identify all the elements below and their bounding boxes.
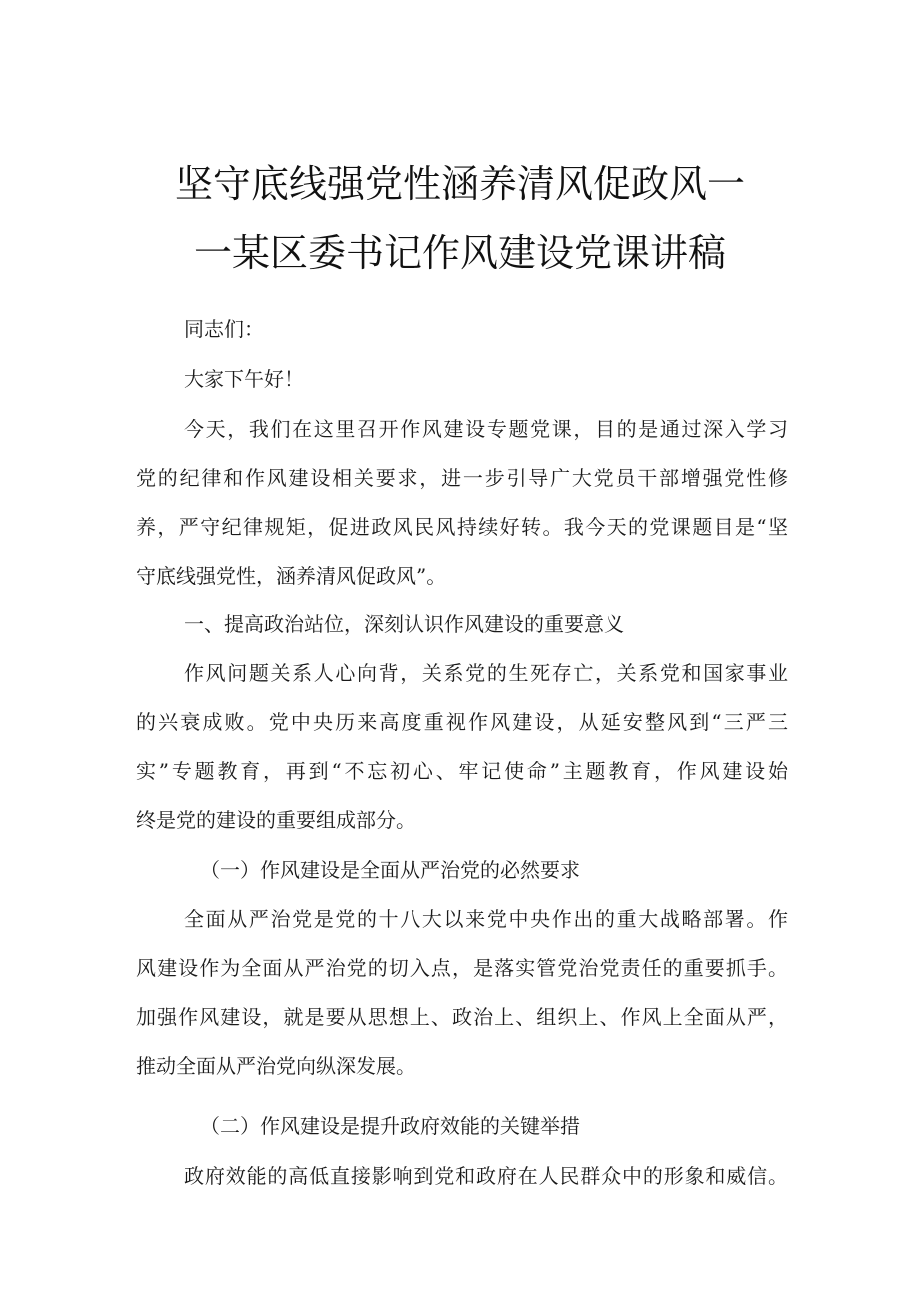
subsection-1-line-3: 加强作风建设，就是要从思想上、政治上、组织上、作风上全面从严， — [136, 1005, 788, 1029]
intro-line-2: 党的纪律和作风建设相关要求，进一步引导广大党员干部增强党性修 — [136, 466, 788, 490]
subsection-2-line-1: 政府效能的高低直接影响到党和政府在人民群众中的形象和威信。 — [184, 1164, 788, 1188]
subsection-1-line-1: 全面从严治党是党的十八大以来党中央作出的重大战略部署。作 — [184, 907, 788, 931]
subsection-1-line-2: 风建设作为全面从严治党的切入点，是落实管党治党责任的重要抓手。 — [136, 956, 788, 980]
salutation: 同志们： — [184, 317, 264, 341]
subsection-2-heading: （二）作风建设是提升政府效能的关键举措 — [200, 1114, 580, 1138]
section-1-line-4: 终是党的建设的重要组成部分。 — [136, 808, 416, 832]
section-1-line-3: 实”专题教育，再到“不忘初心、牢记使命”主题教育，作风建设始 — [136, 759, 788, 783]
intro-line-4: 守底线强党性，涵养清风促政风”。 — [136, 564, 447, 588]
greeting: 大家下午好！ — [184, 367, 304, 391]
section-1-heading: 一、提高政治站位，深刻认识作风建设的重要意义 — [184, 612, 624, 636]
document-title-line-2: 一某区委书记作风建设党课讲稿 — [193, 231, 726, 275]
subsection-1-heading: （一）作风建设是全面从严治党的必然要求 — [200, 858, 580, 882]
intro-line-1: 今天，我们在这里召开作风建设专题党课，目的是通过深入学习 — [184, 417, 788, 441]
intro-line-3: 养，严守纪律规矩，促进政风民风持续好转。我今天的党课题目是“坚 — [136, 515, 788, 539]
document-title-line-1: 坚守底线强党性涵养清风促政风一 — [174, 162, 745, 206]
section-1-line-2: 的兴衰成败。党中央历来高度重视作风建设，从延安整风到“三严三 — [136, 710, 788, 734]
section-1-line-1: 作风问题关系人心向背，关系党的生死存亡，关系党和国家事业 — [184, 661, 788, 685]
subsection-1-line-4: 推动全面从严治党向纵深发展。 — [136, 1054, 416, 1078]
